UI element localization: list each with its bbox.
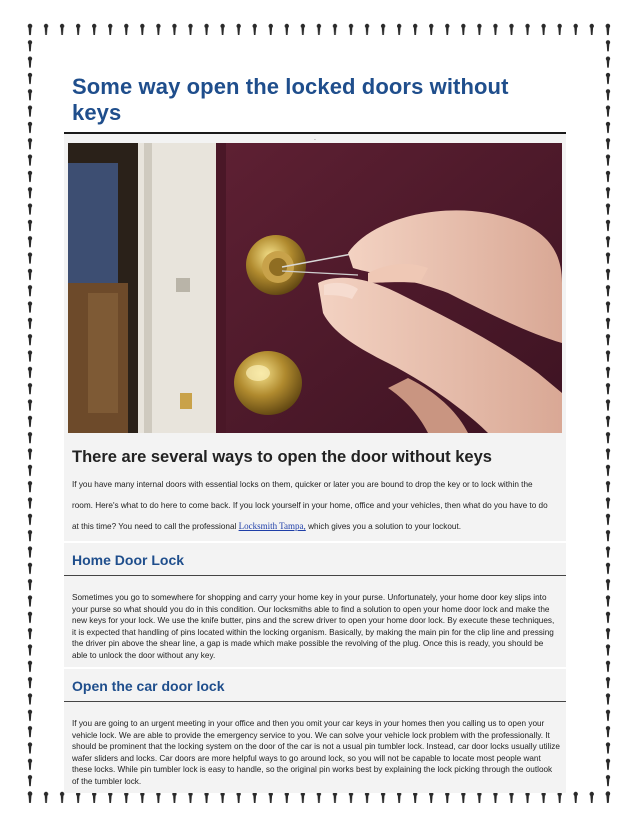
locksmith-tampa-link[interactable]: Locksmith Tampa, bbox=[238, 521, 306, 531]
section1-line-2: room. Here's what to do here to come back. If you lock yourself in your home, office and your vehicles, then what do you have to do bbox=[72, 501, 548, 510]
top-border bbox=[22, 22, 616, 38]
car-door-section bbox=[64, 669, 566, 793]
section1-line-3-before: at this time? You need to call the professional bbox=[72, 522, 237, 531]
section-heading-several-ways: There are several ways to open the door without keys bbox=[72, 448, 492, 466]
document-page bbox=[64, 66, 566, 793]
section-heading-home-door-lock: Home Door Lock bbox=[72, 552, 185, 568]
right-border bbox=[600, 22, 616, 806]
home-door-body: Sometimes you go to somewhere for shopping and carry your home key in your purse. Unfortunately, your home door key slips into your purse so what should you do in this condition. Our locksmiths able to find a solution to open your home door lock and make the new keys for your lock. We use the knife butter, pins and the screw driver to open your home door lock. By execute these techniques, it is expected that handling of pins located within the locking organism. Basically, by making the main pin for the clip line and pressing the driver pin above the shear line, a gap is made which make possible the revolving of the plug. Once this is ready, you should be able to unlock the door without any key. bbox=[72, 593, 555, 660]
section1-line-3 bbox=[64, 516, 566, 537]
page-title: Some way open the locked doors without keys bbox=[72, 74, 509, 125]
home-door-section bbox=[64, 543, 566, 667]
image-panel bbox=[64, 134, 566, 541]
lock-picking-photo bbox=[68, 143, 562, 433]
car-door-body: If you are going to an urgent meeting in your office and then you omit your car keys in your homes then you calling us to open your vehicle lock. We are able to provide the emergency service to you. We can solve your vehicle lock problem with the professionally. It should be prominent that the locking system on the door of the car is not a usual pin tumbler lock. Instead, car door locks usually utilize wafer sliders and locks. Car doors are more helpful ways to go around lock, so you will not be capable to locate most people want these locks. While pin tumbler lock is easy to handle, so the original pin works best by explaining the lock picking through the outlook of the tumbler lock. bbox=[72, 719, 560, 786]
section1-line-3-after: which gives you a solution to your lockout. bbox=[308, 522, 461, 531]
dot-mark: . bbox=[314, 135, 316, 142]
left-border bbox=[22, 22, 38, 806]
section1-line-1: If you have many internal doors with essential locks on them, quicker or later you are bound to drop the key or to lock within the bbox=[72, 480, 533, 489]
section-heading-car-door-lock: Open the car door lock bbox=[72, 678, 225, 694]
